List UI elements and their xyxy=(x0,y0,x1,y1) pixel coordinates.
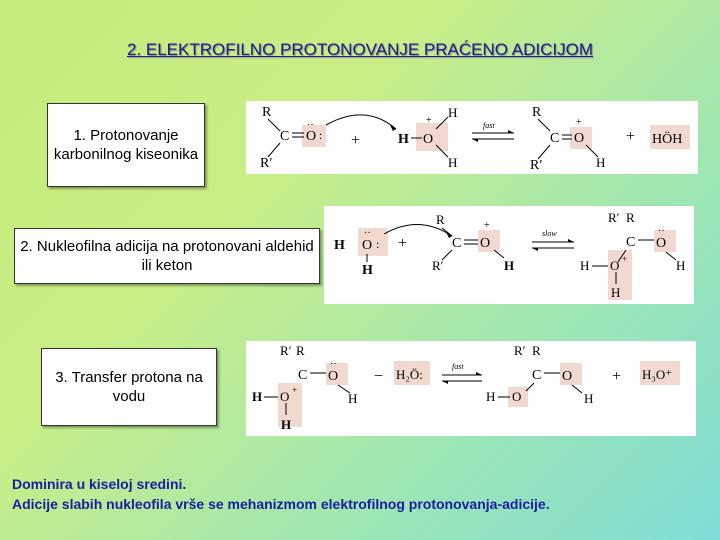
footer-line-2: Adicije slabih nukleofila vrše se mehanizmom elektrofilnog protonovanja-adicije. xyxy=(12,496,550,512)
step-3-scheme xyxy=(246,341,696,436)
footer-text xyxy=(12,474,712,514)
arrow-label-fast: fast xyxy=(483,121,495,130)
proton-transfer-diagram xyxy=(246,341,696,436)
bond-line xyxy=(666,252,676,260)
oxygen-atom-label: O xyxy=(512,389,522,404)
carbon-atom-label: C xyxy=(280,129,290,144)
arrowhead xyxy=(508,130,514,133)
water-molecule-label: HÖH xyxy=(652,132,683,147)
lone-pair-dots: : xyxy=(319,128,323,142)
step-3-label: 3. Transfer protona na vodu xyxy=(55,369,203,405)
r-group-label: R xyxy=(532,343,541,358)
oxygen-atom-label: O xyxy=(610,258,620,273)
arrowhead xyxy=(568,239,574,242)
step-3-box xyxy=(41,348,217,426)
hydrogen-atom-label: H xyxy=(676,258,686,273)
plus-sign: + xyxy=(612,368,622,385)
positive-charge: + xyxy=(622,254,628,264)
arrow-label-slow: slow xyxy=(542,229,557,238)
carbon-atom-label: C xyxy=(626,235,636,250)
positive-charge: + xyxy=(426,115,432,126)
arrow-label-fast: fast xyxy=(452,362,464,371)
bond-line xyxy=(538,119,550,131)
r-group-label: R xyxy=(436,212,445,227)
positive-charge: + xyxy=(484,220,490,231)
oxygen-atom-label: O xyxy=(280,389,290,404)
bond-line xyxy=(572,385,582,393)
carbon-atom-label: C xyxy=(452,236,462,251)
bond-line xyxy=(268,119,280,131)
step-1-box xyxy=(47,103,205,187)
r-group-label: R xyxy=(296,343,305,358)
oxygen-atom-label: O xyxy=(306,129,317,144)
r-group-label: R xyxy=(626,210,635,225)
oxygen-atom-label: O xyxy=(574,131,585,146)
hydrogen-atom-label: H xyxy=(334,238,345,253)
oxygen-atom-label: O xyxy=(328,369,339,384)
hydrogen-atom-label: H xyxy=(448,105,458,120)
positive-charge: + xyxy=(576,117,582,128)
bond-line xyxy=(268,143,280,157)
hydrogen-atom-label: H xyxy=(611,285,621,300)
plus-sign: + xyxy=(626,128,636,145)
carbon-atom-label: C xyxy=(298,368,308,383)
lone-pair-dots: ·· xyxy=(364,228,371,239)
positive-charge: + xyxy=(292,385,298,395)
hydrogen-atom-label: H xyxy=(596,155,606,170)
r-group-label: R xyxy=(532,105,542,120)
step-1-scheme xyxy=(246,101,698,174)
hydronium-label: H₃O⁺ xyxy=(642,367,673,382)
lone-pair-dots: : xyxy=(376,237,380,251)
r-prime-group-label: R′ xyxy=(530,158,543,173)
hydrogen-atom-label: H xyxy=(252,389,263,404)
water-molecule-label: H₂Ö: xyxy=(396,367,423,382)
plus-sign: + xyxy=(398,235,408,252)
oxygen-atom-label: O xyxy=(562,369,573,384)
r-group-label: R xyxy=(262,105,272,120)
step-1-label: 1. Protonovanje karbonilnog kiseonika xyxy=(53,127,199,163)
lone-pair-dots: ·· xyxy=(330,359,337,370)
r-prime-group-label: R′ xyxy=(260,156,273,171)
bond-line xyxy=(442,228,452,236)
lone-pair-dots: ·· xyxy=(658,226,665,237)
r-prime-group-label: R′ xyxy=(514,343,526,358)
footer-line-1: Dominira u kiseloj sredini. xyxy=(12,476,187,492)
hydrogen-atom-label: H xyxy=(504,258,515,273)
page-title: 2. ELEKTROFILNO PROTONOVANJE PRAĆENO ADICIJOM xyxy=(126,40,593,59)
oxygen-atom-label: O xyxy=(656,236,667,251)
step-2-label: 2. Nukleofilna adicija na protonovani aldehid ili keton xyxy=(20,238,314,274)
carbon-atom-label: C xyxy=(532,368,542,383)
nucleophilic-addition-diagram xyxy=(324,206,694,304)
oxygen-atom-label: O xyxy=(362,238,373,253)
step-2-scheme xyxy=(324,206,694,304)
step-2-box xyxy=(14,228,320,284)
minus-sign: − xyxy=(374,368,384,385)
hydrogen-atom-label: H xyxy=(486,389,496,404)
r-prime-group-label: R′ xyxy=(432,258,444,273)
protonation-mechanism-diagram xyxy=(246,101,698,174)
hydrogen-atom-label: H xyxy=(584,391,594,406)
arrowhead xyxy=(472,139,478,142)
hydrogen-atom-label: H xyxy=(398,132,409,147)
oxygen-atom-label: O xyxy=(480,236,491,251)
r-prime-group-label: R′ xyxy=(608,210,620,225)
oxygen-atom-label: O xyxy=(423,132,434,147)
hydrogen-atom-label: H xyxy=(362,263,373,278)
carbon-atom-label: C xyxy=(550,131,560,146)
hydrogen-atom-label: H xyxy=(448,155,458,170)
hydrogen-atom-label: H xyxy=(281,417,292,432)
lone-pair-dots: ·· xyxy=(307,120,314,131)
hydrogen-atom-label: H xyxy=(580,258,590,273)
plus-sign: + xyxy=(351,132,361,149)
arrowhead xyxy=(532,248,538,251)
curved-electron-arrow xyxy=(326,115,396,129)
bond-line xyxy=(538,145,550,159)
hydrogen-atom-label: H xyxy=(348,391,358,406)
r-prime-group-label: R′ xyxy=(280,343,292,358)
